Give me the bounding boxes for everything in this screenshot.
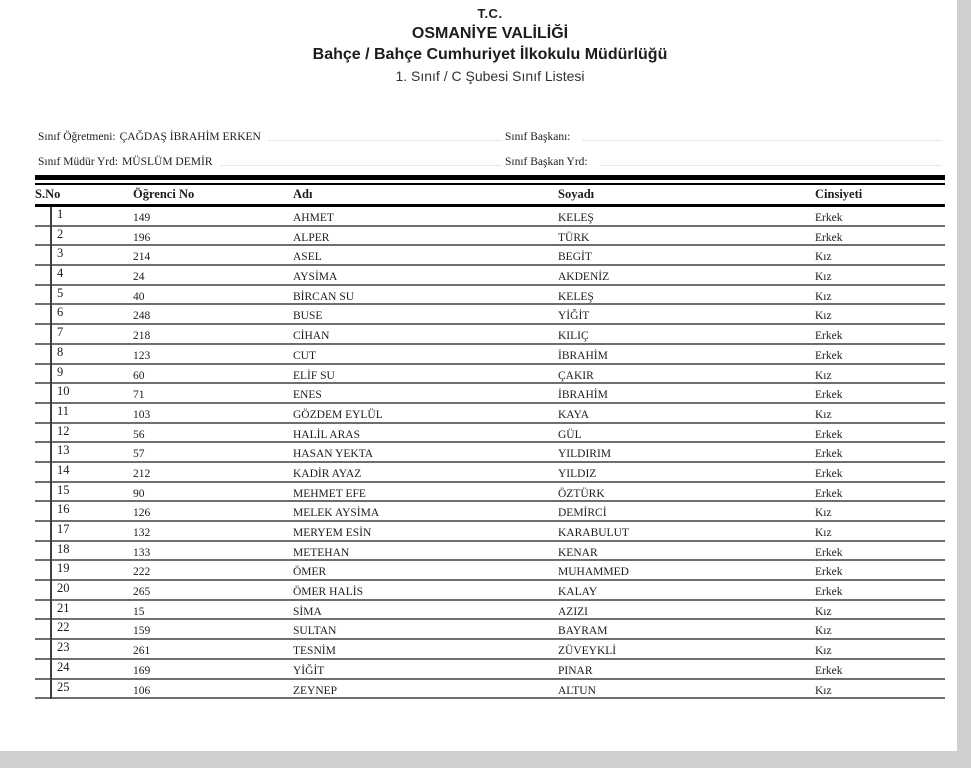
table-row [35, 365, 945, 385]
student-first-name: ÖMER HALİS [293, 586, 363, 599]
student-number: 24 [133, 271, 145, 284]
column-header-cinsiyeti: Cinsiyeti [815, 187, 863, 201]
title-governorship: OSMANİYE VALİLİĞİ [411, 25, 569, 42]
student-number: 149 [133, 212, 151, 224]
student-gender: Kız [815, 605, 832, 618]
student-sno: 10 [57, 384, 70, 399]
student-gender: Kız [815, 645, 832, 658]
student-first-name: SİMA [293, 605, 322, 618]
student-sno: 3 [57, 246, 64, 261]
table-row [35, 345, 945, 365]
column-header-adi: Adı [293, 187, 313, 201]
deputy-principal-value: MÜSLÜM DEMİR [122, 156, 213, 168]
student-sno: 8 [57, 344, 64, 359]
student-first-name: AHMET [293, 212, 334, 224]
student-last-name: İBRAHİM [558, 349, 608, 362]
student-sno: 5 [57, 285, 64, 300]
table-row [35, 620, 945, 640]
header-rules [35, 175, 945, 185]
student-first-name: TESNİM [293, 645, 336, 658]
table-row [35, 522, 945, 542]
info-teacher [38, 122, 505, 147]
student-number: 126 [133, 507, 151, 520]
student-sno: 2 [57, 226, 64, 241]
student-sno: 22 [57, 620, 70, 635]
student-number: 248 [133, 310, 151, 323]
student-last-name: KALAY [558, 586, 598, 599]
table-row [35, 207, 945, 227]
student-last-name: YILDIRIM [558, 448, 612, 461]
student-last-name: ÇAKIR [558, 369, 594, 382]
student-number: 123 [133, 349, 151, 362]
table-row [35, 561, 945, 581]
student-last-name: BEGİT [558, 251, 592, 264]
student-table-body [35, 207, 945, 699]
student-gender: Kız [815, 290, 832, 303]
table-row [35, 266, 945, 286]
table-row [35, 502, 945, 522]
student-sno: 24 [57, 659, 70, 674]
info-deputy-principal [38, 147, 505, 172]
student-gender: Erkek [815, 448, 843, 461]
student-first-name: YİĞİT [293, 664, 325, 677]
student-sno: 19 [57, 561, 70, 576]
student-sno: 6 [57, 305, 64, 320]
student-first-name: KADİR AYAZ [293, 467, 362, 480]
student-first-name: CUT [293, 349, 316, 362]
student-number: 169 [133, 664, 151, 677]
student-number: 214 [133, 251, 151, 264]
info-class-president [505, 122, 945, 147]
student-last-name: KELEŞ [558, 290, 594, 303]
student-first-name: HASAN YEKTA [293, 448, 374, 461]
fill-line [583, 140, 942, 141]
student-last-name: YILDIZ [558, 467, 597, 480]
student-number: 159 [133, 625, 151, 638]
sno-column-rule [50, 207, 52, 699]
info-vice-president [505, 147, 945, 172]
student-sno: 23 [57, 640, 70, 655]
student-sno: 4 [57, 266, 64, 281]
student-gender: Erkek [815, 349, 843, 362]
student-table-header [35, 185, 945, 207]
student-first-name: MELEK AYSİMA [293, 507, 380, 520]
student-first-name: CİHAN [293, 330, 330, 343]
student-last-name: GÜL [558, 428, 582, 441]
info-row-2 [38, 147, 945, 172]
student-last-name: YİĞİT [558, 310, 590, 323]
student-gender: Kız [815, 625, 832, 638]
student-last-name: ÖZTÜRK [558, 487, 605, 500]
student-first-name: MERYEM ESİN [293, 527, 372, 539]
student-gender: Erkek [815, 428, 843, 441]
student-last-name: İBRAHİM [558, 389, 608, 402]
student-number: 103 [133, 408, 151, 421]
table-row [35, 463, 945, 483]
student-number: 90 [133, 487, 145, 500]
student-number: 212 [133, 467, 151, 480]
column-header-soyadi: Soyadı [558, 187, 595, 201]
column-header-sno: S.No [35, 187, 61, 201]
student-last-name: DEMİRCİ [558, 507, 607, 520]
student-number: 133 [133, 546, 151, 559]
student-last-name: PINAR [558, 664, 593, 677]
student-sno: 9 [57, 364, 64, 379]
student-last-name: ZÜVEYKLİ [558, 645, 617, 658]
student-gender: Kız [815, 310, 832, 323]
rule-thick [35, 175, 945, 180]
student-gender: Erkek [815, 566, 843, 579]
student-number: 60 [133, 369, 145, 382]
student-last-name: AZIZI [558, 605, 589, 618]
student-number: 106 [133, 684, 151, 697]
title-class-list: 1. Sınıf / C Şubesi Sınıf Listesi [395, 68, 585, 84]
student-gender: Kız [815, 684, 832, 697]
table-row [35, 246, 945, 266]
student-sno: 20 [57, 581, 70, 596]
table-row [35, 404, 945, 424]
student-gender: Kız [815, 251, 832, 264]
vice-president-label: Sınıf Başkan Yrd: [505, 156, 588, 168]
column-header-ogrenci-no: Öğrenci No [133, 187, 195, 201]
info-row-1 [38, 122, 945, 147]
student-gender: Erkek [815, 487, 843, 500]
table-row [35, 384, 945, 404]
student-gender: Erkek [815, 389, 843, 402]
student-number: 56 [133, 428, 145, 441]
student-number: 196 [133, 231, 151, 244]
table-row [35, 601, 945, 621]
deputy-principal-label: Sınıf Müdür Yrd: [38, 156, 119, 168]
president-label: Sınıf Başkanı: [505, 131, 571, 143]
student-gender: Kız [815, 527, 832, 539]
student-last-name: ALTUN [558, 684, 596, 697]
student-sno: 7 [57, 325, 64, 340]
student-gender: Erkek [815, 586, 843, 599]
student-gender: Kız [815, 369, 832, 382]
student-number: 15 [133, 605, 145, 618]
student-sno: 15 [57, 482, 70, 497]
student-last-name: KARABULUT [558, 527, 629, 539]
student-first-name: MEHMET EFE [293, 487, 366, 500]
student-number: 218 [133, 330, 151, 343]
student-first-name: ENES [293, 389, 322, 402]
student-first-name: ALPER [293, 231, 330, 244]
student-first-name: ELİF SU [293, 369, 335, 382]
student-last-name: AKDENİZ [558, 271, 610, 284]
fill-line [600, 165, 941, 166]
student-gender: Erkek [815, 330, 843, 343]
student-sno: 25 [57, 679, 70, 694]
student-last-name: BAYRAM [558, 625, 608, 638]
student-last-name: KENAR [558, 546, 598, 559]
student-sno: 14 [57, 462, 70, 477]
student-first-name: BİRCAN SU [293, 290, 355, 303]
student-last-name: KAYA [558, 408, 589, 421]
table-row [35, 443, 945, 463]
student-first-name: GÖZDEM EYLÜL [293, 408, 383, 421]
student-first-name: BUSE [293, 310, 323, 323]
student-number: 71 [133, 389, 145, 402]
student-sno: 12 [57, 423, 70, 438]
table-row [35, 286, 945, 306]
student-gender: Erkek [815, 212, 843, 224]
student-sno: 1 [57, 207, 64, 221]
student-last-name: KILIÇ [558, 330, 589, 343]
student-sno: 21 [57, 600, 70, 615]
student-last-name: MUHAMMED [558, 566, 629, 579]
student-table [35, 185, 945, 699]
table-row [35, 424, 945, 444]
student-first-name: AYSİMA [293, 271, 338, 284]
table-row [35, 581, 945, 601]
document-header [35, 0, 945, 86]
title-tc: T.C. [477, 6, 503, 21]
student-first-name: METEHAN [293, 546, 350, 559]
student-last-name: TÜRK [558, 231, 590, 244]
student-number: 40 [133, 290, 145, 303]
student-gender: Kız [815, 507, 832, 520]
title-school: Bahçe / Bahçe Cumhuriyet İlkokulu Müdürlüğü [312, 46, 668, 63]
table-row [35, 483, 945, 503]
student-sno: 13 [57, 443, 70, 458]
teacher-value: ÇAĞDAŞ İBRAHİM ERKEN [119, 131, 261, 143]
student-gender: Erkek [815, 231, 843, 244]
student-gender: Kız [815, 408, 832, 421]
student-sno: 11 [57, 403, 70, 418]
student-first-name: ASEL [293, 251, 322, 264]
table-row [35, 640, 945, 660]
student-gender: Kız [815, 271, 832, 284]
teacher-label: Sınıf Öğretmeni: [38, 131, 116, 143]
class-info-block [38, 122, 945, 172]
student-sno: 17 [57, 522, 70, 536]
student-sno: 18 [57, 541, 70, 556]
student-number: 261 [133, 645, 151, 658]
student-number: 57 [133, 448, 145, 461]
fill-line [221, 165, 502, 166]
student-number: 265 [133, 586, 151, 599]
student-first-name: ZEYNEP [293, 684, 338, 697]
table-row [35, 325, 945, 345]
student-number: 222 [133, 566, 151, 579]
table-row [35, 305, 945, 325]
student-gender: Erkek [815, 664, 843, 677]
student-gender: Erkek [815, 546, 843, 559]
student-last-name: KELEŞ [558, 212, 594, 224]
table-row [35, 227, 945, 247]
table-row [35, 660, 945, 680]
student-first-name: ÖMER [293, 566, 327, 579]
fill-line [269, 140, 501, 141]
table-row [35, 680, 945, 700]
student-first-name: HALİL ARAS [293, 428, 360, 441]
table-row [35, 542, 945, 562]
student-number: 132 [133, 527, 151, 539]
student-sno: 16 [57, 502, 70, 517]
student-first-name: SULTAN [293, 625, 337, 638]
student-gender: Erkek [815, 467, 843, 480]
